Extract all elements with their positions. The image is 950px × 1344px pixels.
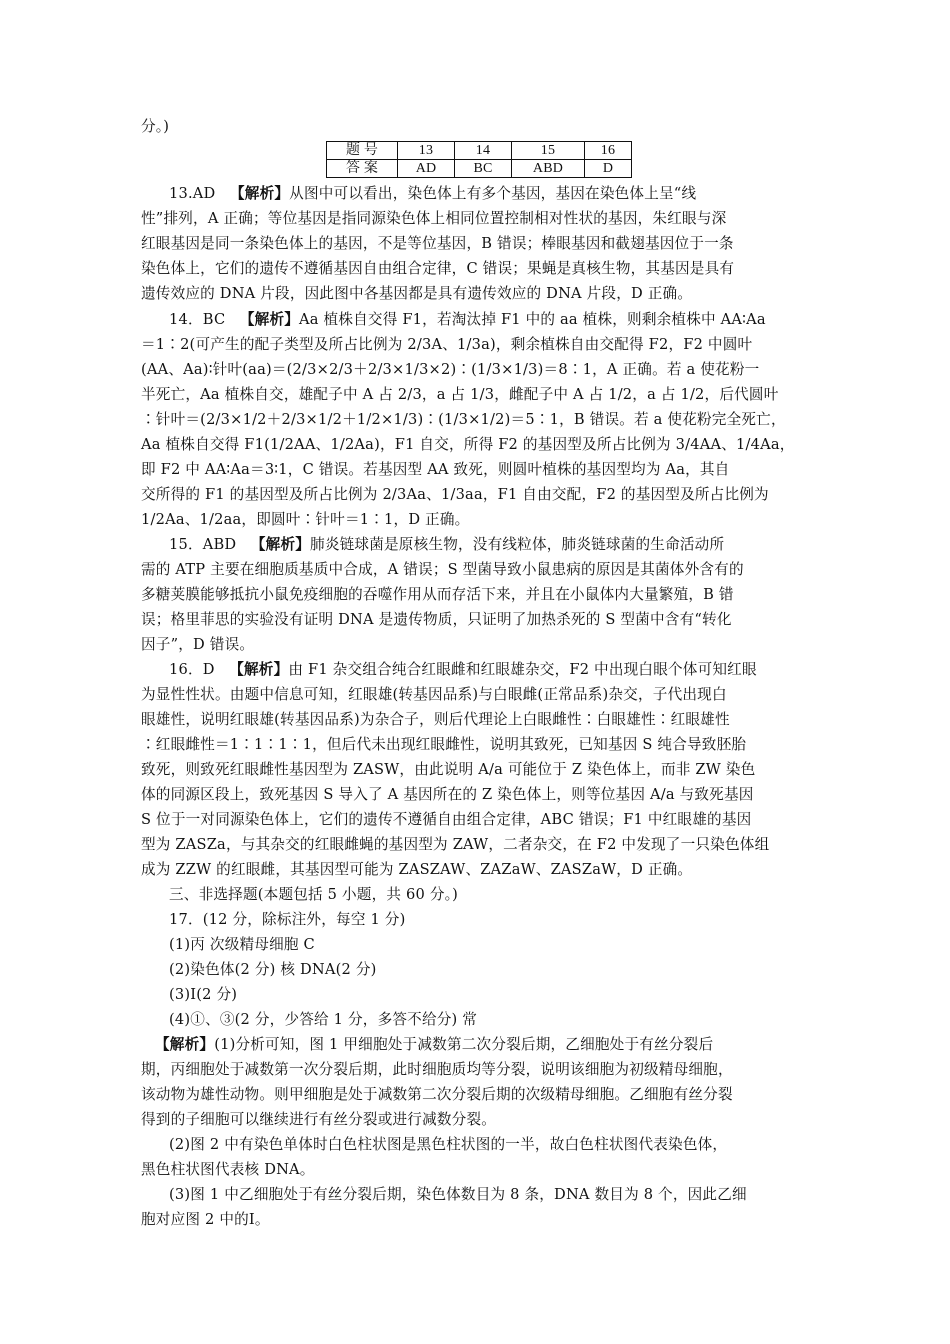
answer-table-header-row — [327, 142, 632, 160]
q15-text: 肺炎链球菌是原核生物，没有线粒体，肺炎链球菌的生命活动所 — [310, 536, 725, 553]
q17-answer-4: (4)①、③(2 分，少答给 1 分，多答不给分) 常 — [169, 1011, 478, 1028]
header-13: 13 — [398, 142, 455, 160]
answer-13: AD — [398, 160, 455, 178]
q16-line-7: S 位于一对同源染色体上，它们的遗传不遵循自由组合定律，ABC 错误；F1 中红眼雄的基因 — [141, 811, 752, 828]
q15-line-2: 需的 ATP 主要在细胞质基质中合成，A 错误；S 型菌导致小鼠患病的原因是其菌体外含有的 — [141, 561, 744, 578]
q16-line-8: 型为 ZASZa，与其杂交的红眼雌蝇的基因型为 ZAW，二者杂交，在 F2 中发现了一只染色体组 — [141, 836, 770, 853]
q14-line-7: 即 F2 中 AA∶Aa＝3∶1，C 错误。若基因型 AA 致死，则圆叶植株的基因型均为 Aa，其自 — [141, 461, 730, 478]
q14-analysis-tag: 【解析】 — [239, 311, 300, 328]
answer-14: BC — [455, 160, 512, 178]
q16-line-1 — [169, 660, 757, 680]
q15-line-3: 多糖荚膜能够抵抗小鼠免疫细胞的吞噬作用从而存活下来，并且在小鼠体内大量繁殖，B 错 — [141, 586, 734, 603]
q13-line-4: 染色体上，它们的遗传不遵循基因自由组合定律，C 错误；果蝇是真核生物，其基因是具有 — [141, 260, 735, 277]
q14-line-3: (AA、Aa)∶针叶(aa)＝(2/3×2/3＋2/3×1/3×2)∶(1/3×1/3)＝8∶1，A 正确。若 a 使花粉一 — [141, 361, 760, 378]
header-15: 15 — [512, 142, 585, 160]
q16-analysis-tag: 【解析】 — [229, 661, 289, 678]
q17-explanation-text: (1)分析可知，图 1 甲细胞处于减数第二次分裂后期，乙细胞处于有丝分裂后 — [214, 1036, 714, 1053]
intro-text: 分。) — [141, 118, 170, 135]
q17-answer-3: (3)Ⅰ(2 分) — [169, 986, 238, 1003]
q17-explanation-line-5: (2)图 2 中有染色单体时白色柱状图是黑色柱状图的一半，故白色柱状图代表染色体， — [169, 1136, 728, 1153]
header-label: 题 号 — [327, 142, 398, 160]
q16-line-5: 致死，则致死红眼雌性基因型为 ZASW，由此说明 A/a 可能位于 Z 染色体上，而非 ZW 染色 — [141, 761, 756, 778]
q16-line-2: 为显性性状。由题中信息可知，红眼雄(转基因品系)与白眼雌(正常品系)杂交，子代出现白 — [141, 686, 727, 703]
q15-line-4: 误；格里菲思的实验没有证明 DNA 是遗传物质，只证明了加热杀死的 S 型菌中含有“转化 — [141, 611, 732, 628]
q16-line-9: 成为 ZZW 的红眼雌，其基因型可能为 ZASZAW、ZAZaW、ZASZaW，D 正确。 — [141, 861, 693, 878]
q13-number: 13.AD — [169, 185, 216, 202]
q13-line-2: 性”排列，A 正确；等位基因是指同源染色体上相同位置控制相对性状的基因，朱红眼与深 — [141, 210, 727, 227]
q17-answer-1: (1)丙 次级精母细胞 C — [169, 936, 315, 953]
q14-line-1 — [169, 310, 766, 330]
q17-explanation-line-7: (3)图 1 中乙细胞处于有丝分裂后期，染色体数目为 8 条，DNA 数目为 8 个，因此乙细 — [169, 1186, 747, 1203]
q14-line-6: Aa 植株自交得 F1(1/2AA、1/2Aa)，F1 自交，所得 F2 的基因型及所占比例为 3/4AA、1/4Aa， — [141, 436, 795, 453]
answer-label: 答 案 — [327, 160, 398, 178]
q16-line-4: ∶红眼雌性＝1∶1∶1∶1，但后代未出现红眼雌性，说明其致死，已知基因 S 纯合导致胚胎 — [141, 736, 747, 753]
q14-line-4: 半死亡，Aa 植株自交，雄配子中 A 占 2/3，a 占 1/3，雌配子中 A 占 1/2，a 占 1/2，后代圆叶 — [141, 386, 779, 403]
q14-text: Aa 植株自交得 F1，若淘汰掉 F1 中的 aa 植株，则剩余植株中 AA∶Aa — [299, 311, 766, 328]
q16-text: 由 F1 杂交组合纯合红眼雌和红眼雄杂交，F2 中出现白眼个体可知红眼 — [288, 661, 757, 678]
q17-explanation-line-8: 胞对应图 2 中的Ⅰ。 — [141, 1211, 270, 1228]
q17-answer-2: (2)染色体(2 分) 核 DNA(2 分) — [169, 961, 377, 978]
q17-analysis-tag: 【解析】 — [155, 1036, 215, 1053]
q14-number: 14．BC — [169, 311, 226, 328]
q15-line-1 — [169, 535, 724, 555]
q14-line-9: 1/2Aa、1/2aa，即圆叶∶针叶＝1∶1，D 正确。 — [141, 511, 470, 528]
q17-explanation-line-1 — [155, 1035, 713, 1055]
q13-analysis-tag: 【解析】 — [229, 185, 290, 202]
q13-line-5: 遗传效应的 DNA 片段，因此图中各基因都是具有遗传效应的 DNA 片段，D 正确。 — [141, 285, 693, 302]
q13-text: 从图中可以看出，染色体上有多个基因，基因在染色体上呈“线 — [289, 185, 697, 202]
q17-heading: 17．(12 分，除标注外，每空 1 分) — [169, 911, 406, 928]
answer-table-answer-row — [327, 160, 632, 178]
answer-table — [326, 141, 632, 178]
q16-number: 16．D — [169, 661, 215, 678]
header-16: 16 — [585, 142, 632, 160]
q14-line-5: ∶针叶＝(2/3×1/2＋2/3×1/2＋1/2×1/3)∶(1/3×1/2)＝5∶1，B 错误。若 a 使花粉完全死亡， — [141, 411, 786, 428]
q17-explanation-line-4: 得到的子细胞可以继续进行有丝分裂或进行减数分裂。 — [141, 1111, 497, 1128]
answer-16: D — [585, 160, 632, 178]
q17-explanation-line-3: 该动物为雄性动物。则甲细胞是处于减数第二次分裂后期的次级精母细胞。乙细胞有丝分裂 — [141, 1086, 733, 1103]
q13-line-3: 红眼基因是同一条染色体上的基因，不是等位基因，B 错误；棒眼基因和截翅基因位于一条 — [141, 235, 734, 252]
header-14: 14 — [455, 142, 512, 160]
q14-line-2: ＝1∶2(可产生的配子类型及所占比例为 2/3A、1/3a)，剩余植株自由交配得 F2，F2 中圆叶 — [141, 336, 753, 353]
q17-explanation-line-2: 期，丙细胞处于减数第一次分裂后期，此时细胞质均等分裂，说明该细胞为初级精母细胞， — [141, 1061, 733, 1078]
answer-15: ABD — [512, 160, 585, 178]
q15-analysis-tag: 【解析】 — [250, 536, 311, 553]
q16-line-6: 体的同源区段上，致死基因 S 导入了 A 基因所在的 Z 染色体上，则等位基因 A/a 与致死基因 — [141, 786, 754, 803]
q15-line-5: 因子”，D 错误。 — [141, 636, 255, 653]
section-3-heading: 三、非选择题(本题包括 5 小题，共 60 分。) — [169, 886, 458, 903]
q16-line-3: 眼雄性，说明红眼雄(转基因品系)为杂合子，则后代理论上白眼雌性∶白眼雄性∶红眼雄性 — [141, 711, 730, 728]
q15-number: 15．ABD — [169, 536, 237, 553]
q13-line-1 — [169, 184, 696, 204]
q14-line-8: 交所得的 F1 的基因型及所占比例为 2/3Aa、1/3aa，F1 自由交配，F2 的基因型及所占比例为 — [141, 486, 769, 503]
q17-explanation-line-6: 黑色柱状图代表核 DNA。 — [141, 1161, 315, 1178]
